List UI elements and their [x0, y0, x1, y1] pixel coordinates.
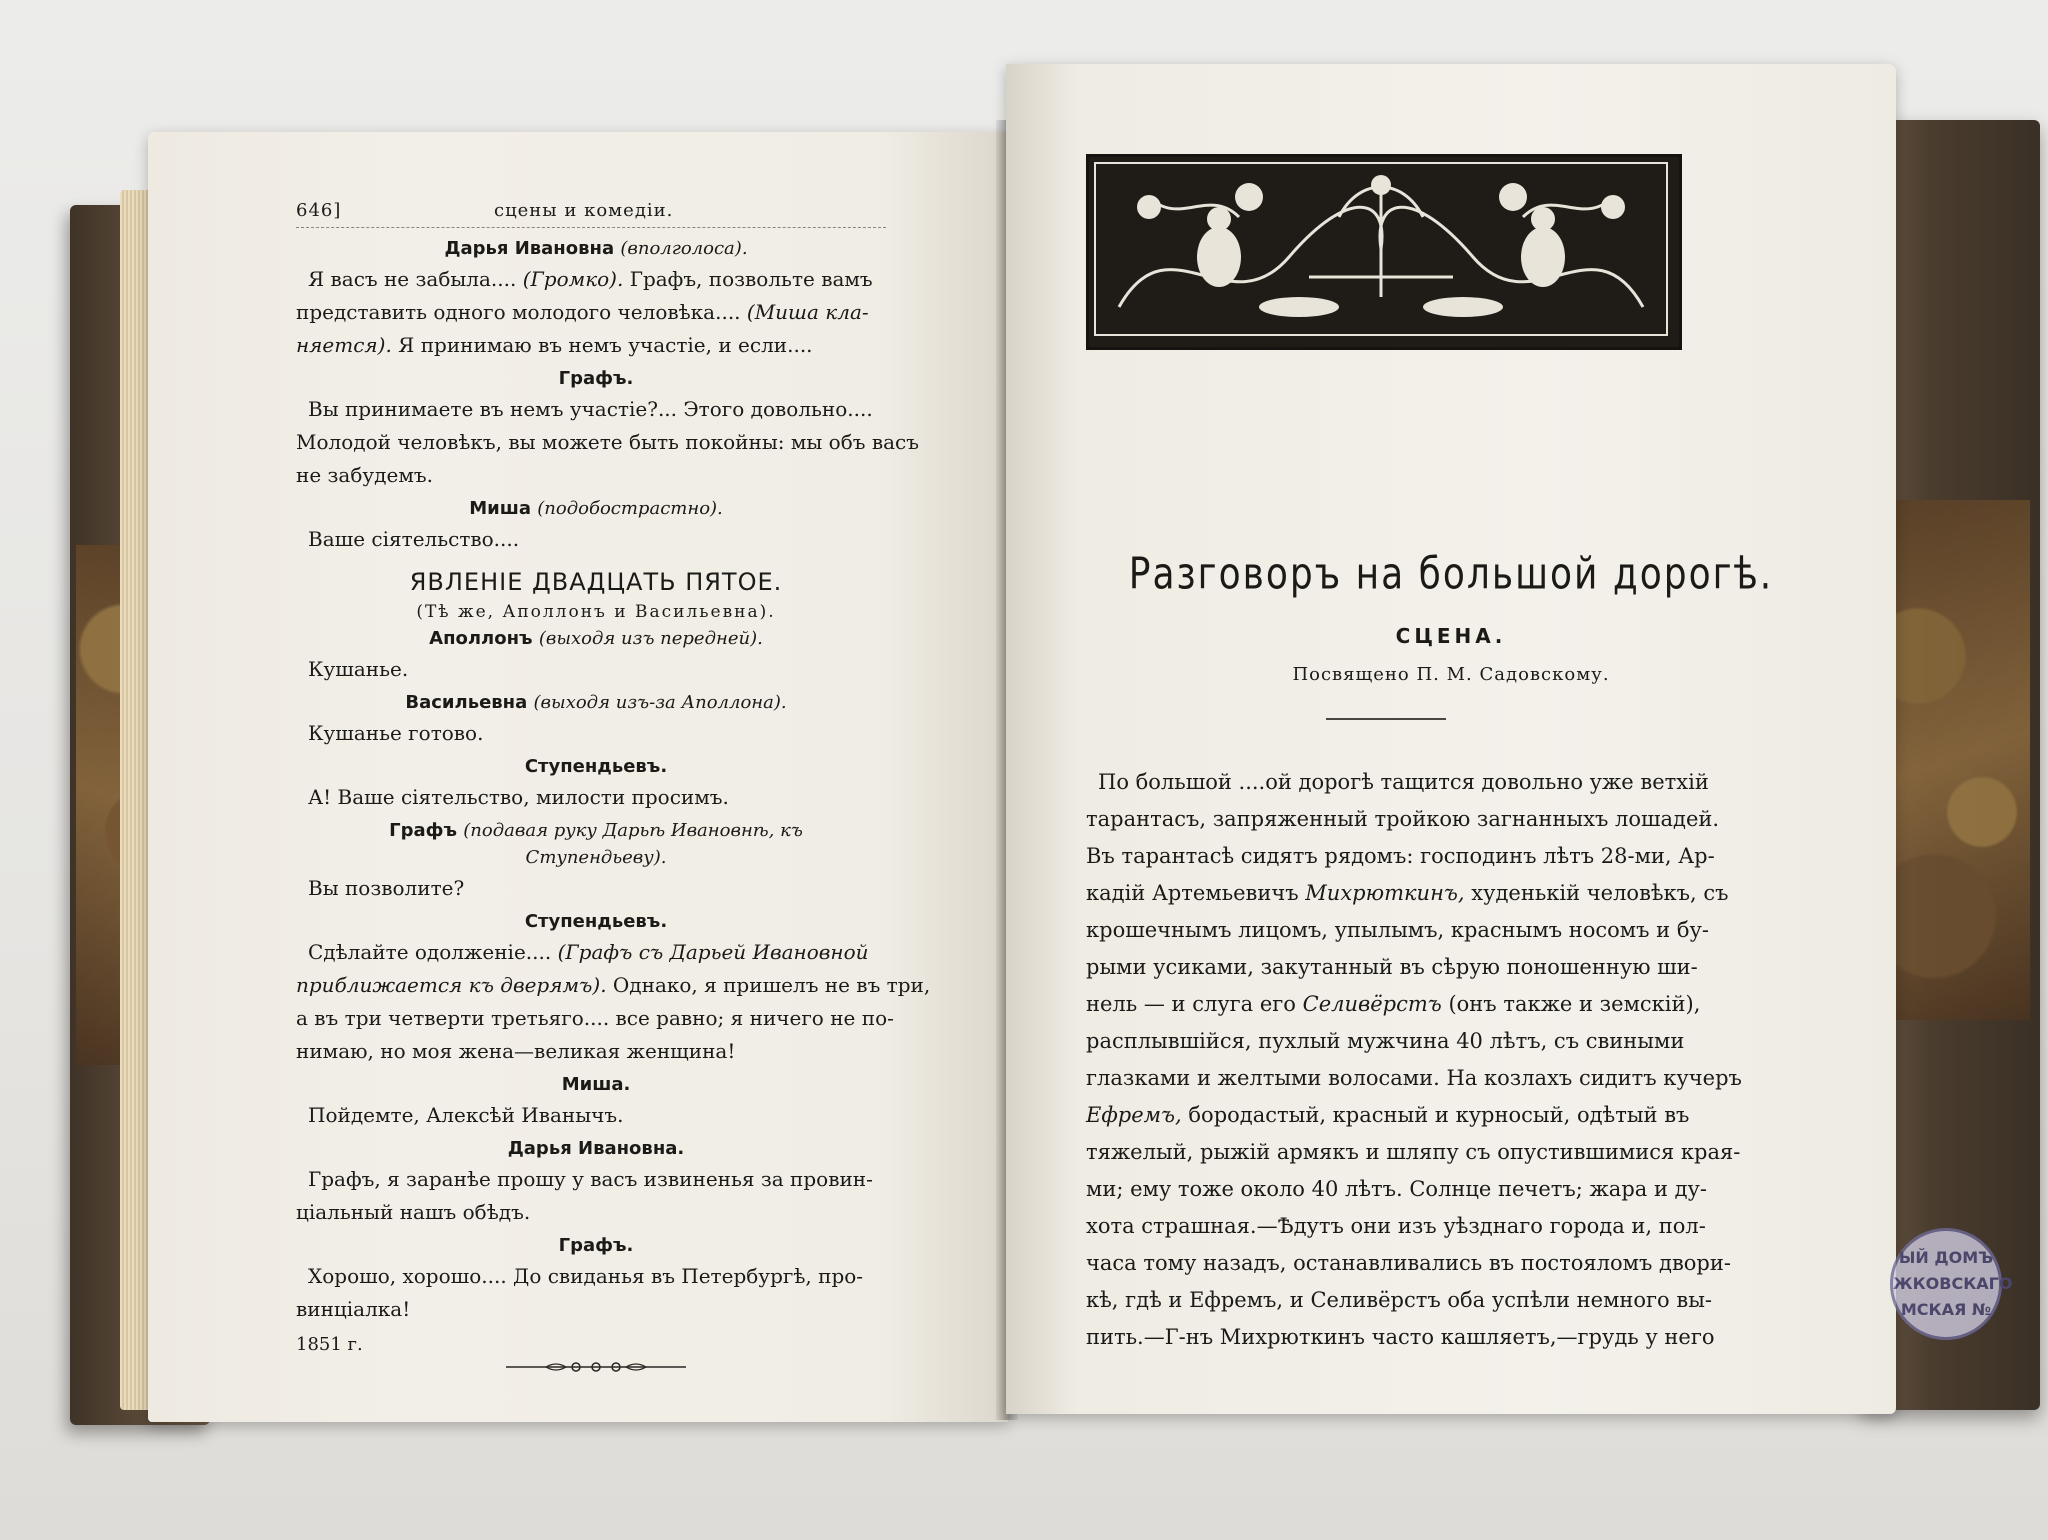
text-line — [296, 1293, 896, 1326]
text-run: Ступендьевъ. — [524, 911, 668, 932]
text-run: Пойдемте, Алексѣй Иванычъ. — [308, 1103, 624, 1127]
text-line — [296, 393, 896, 426]
stage-direction: (Миша кла- — [746, 300, 869, 324]
text-line — [1086, 1208, 1796, 1245]
text-line — [296, 523, 896, 556]
library-stamp — [1890, 1228, 2013, 1340]
text-line — [296, 1260, 896, 1293]
speaker-cue — [296, 368, 896, 389]
text-line — [296, 263, 896, 296]
text-run: Однако, я пришелъ не въ три, — [606, 973, 931, 997]
text-run: худенькій человѣкъ, съ — [1464, 881, 1729, 905]
text-run: бородастый, красный и курносый, одѣтый въ — [1181, 1103, 1690, 1127]
text-line — [296, 1035, 896, 1068]
dedication: Посвящено П. М. Садовскому. — [1292, 664, 1610, 685]
speaker-cue — [296, 498, 896, 519]
right-page — [1006, 64, 1896, 1414]
running-head-title: сцены и комедіи. — [494, 200, 674, 221]
speaker-cue — [296, 1074, 896, 1095]
text-run: Миша — [469, 498, 538, 519]
text-run: глазками и желтыми волосами. На козлахъ сидитъ кучеръ — [1086, 1066, 1742, 1090]
stage-direction: (подобострастно). — [537, 498, 723, 519]
piece-title: Разговоръ на большой дорогѣ. — [1128, 549, 1774, 600]
text-run: Ступендьевъ. — [524, 756, 668, 777]
stage-direction: (Графъ съ Дарьей Ивановной — [557, 940, 869, 964]
text-run: нель — и слуга его — [1086, 992, 1303, 1016]
text-run: Дарья Ивановна. — [507, 1138, 685, 1159]
text-run: ціальный нашъ обѣдъ. — [296, 1200, 531, 1224]
text-run: Вы позволите? — [308, 876, 465, 900]
text-run: расплывшійся, пухлый мужчина 40 лѣтъ, съ свиными — [1086, 1029, 1685, 1053]
text-line — [296, 459, 896, 492]
text-run: По большой ....ой дорогѣ тащится довольно уже ветхій — [1098, 770, 1709, 794]
text-line — [1086, 949, 1796, 986]
speaker-cue — [296, 911, 896, 932]
text-run: кѣ, гдѣ и Ефремъ, и Селивёрстъ оба успѣли немного вы- — [1086, 1288, 1713, 1312]
text-line — [296, 1002, 896, 1035]
speaker-cue — [296, 847, 896, 868]
text-run: Миша. — [561, 1074, 631, 1095]
stage-direction: Ефремъ, — [1086, 1103, 1182, 1127]
cast-list — [296, 602, 896, 622]
speaker-cue — [296, 628, 896, 649]
text-line — [296, 329, 896, 362]
text-line — [296, 781, 896, 814]
page-number: 646] — [296, 200, 342, 221]
text-run: Графъ — [389, 820, 464, 841]
text-line — [296, 717, 896, 750]
ornamental-headpiece — [1086, 154, 1682, 350]
text-line — [296, 1163, 896, 1196]
text-line — [296, 1196, 896, 1229]
text-line — [1086, 838, 1796, 875]
speaker-cue — [296, 238, 896, 259]
text-run: Хорошо, хорошо.... До свиданья въ Петербургѣ, про- — [308, 1264, 864, 1288]
speaker-cue — [296, 692, 896, 713]
text-run: Графъ, я заранѣе прошу у васъ извиненья за провин- — [308, 1167, 873, 1191]
stage-direction: (Громко). — [522, 267, 624, 291]
text-run: Вы принимаете въ немъ участіе?... Этого довольно.... — [308, 397, 873, 421]
flourish-divider-icon — [506, 1359, 686, 1375]
text-line — [1086, 986, 1796, 1023]
text-run: Ваше сіятельство.... — [308, 527, 520, 551]
stage-direction: Селивёрстъ — [1302, 992, 1442, 1016]
running-header — [296, 200, 886, 228]
text-line — [1086, 1060, 1796, 1097]
text-line — [1086, 875, 1796, 912]
text-run: а въ три четверти третьяго.... все равно; я ничего не по- — [296, 1006, 894, 1030]
engraved-cherubs-icon — [1089, 157, 1673, 341]
text-run: крошечнымъ лицомъ, упылымъ, краснымъ носомъ и бу- — [1086, 918, 1709, 942]
end-ornament — [296, 1359, 896, 1380]
text-run: Аполлонъ — [429, 628, 539, 649]
stage-direction: Ступендьеву). — [525, 847, 667, 868]
text-line — [1086, 912, 1796, 949]
stage-direction: (выходя изъ-за Аполлона). — [533, 692, 787, 713]
date-line — [296, 1334, 896, 1355]
stage-direction: Михрюткинъ, — [1305, 881, 1465, 905]
stamp-line: ЖКОВСКАГО — [1893, 1274, 2013, 1293]
stamp-line: ЫЙ ДОМЪ — [1898, 1248, 1994, 1267]
left-page — [148, 132, 1008, 1422]
speaker-cue — [296, 1235, 896, 1256]
opening-paragraph — [1086, 764, 1796, 1356]
text-run: А! Ваше сіятельство, милости просимъ. — [308, 785, 729, 809]
text-line — [1086, 764, 1796, 801]
text-run: Я васъ не забыла.... — [308, 267, 523, 291]
text-run: рыми усиками, закутанный въ сѣрую поношенную ши- — [1086, 955, 1698, 979]
text-run: Кушанье. — [308, 657, 409, 681]
text-run: винціалка! — [296, 1297, 411, 1321]
speaker-cue — [296, 1138, 896, 1159]
scene-heading — [296, 568, 896, 596]
text-run: не забудемъ. — [296, 463, 433, 487]
text-line — [296, 872, 896, 905]
stage-direction: приближается къ дверямъ). — [296, 973, 607, 997]
text-run: тарантасъ, запряженный тройкою загнанныхъ лошадей. — [1086, 807, 1720, 831]
stamp-line: МСКАЯ № — [1900, 1300, 1992, 1319]
text-run: Сдѣлайте одолженіе.... — [308, 940, 558, 964]
text-line — [296, 936, 896, 969]
text-run: ЯВЛЕНІЕ ДВАДЦАТЬ ПЯТОЕ. — [409, 568, 783, 596]
speaker-cue — [296, 756, 896, 777]
text-run: 1851 г. — [296, 1334, 363, 1355]
text-run: (Тѣ же, Аполлонъ и Васильевна). — [416, 602, 776, 622]
text-run: хота страшная.—Ѣдутъ они изъ уѣзднаго города и, пол- — [1086, 1214, 1706, 1238]
text-run: Дарья Ивановна — [444, 238, 621, 259]
text-line — [296, 653, 896, 686]
stage-direction: (выходя изъ передней). — [538, 628, 763, 649]
text-run: нимаю, но моя жена—великая женщина! — [296, 1039, 736, 1063]
text-run: Васильевна — [405, 692, 534, 713]
text-line — [1086, 1134, 1796, 1171]
text-run: Графъ. — [558, 1235, 634, 1256]
text-run: Графъ, позвольте вамъ — [623, 267, 873, 291]
text-line — [1086, 1282, 1796, 1319]
text-run: Я принимаю въ немъ участіе, и если.... — [391, 333, 813, 357]
text-line — [1086, 1171, 1796, 1208]
speaker-cue — [296, 820, 896, 841]
text-run: ми; ему тоже около 40 лѣтъ. Солнце печетъ; жара и ду- — [1086, 1177, 1708, 1201]
text-run: (онъ также и земскій), — [1441, 992, 1701, 1016]
text-run: Кушанье готово. — [308, 721, 484, 745]
piece-subtitle: СЦЕНА. — [1395, 624, 1507, 648]
title-rule — [1326, 718, 1446, 720]
text-run: пить.—Г-нъ Михрюткинъ часто кашляетъ,—грудь у него — [1086, 1325, 1715, 1349]
text-line — [296, 969, 931, 1002]
text-run: Графъ. — [558, 368, 634, 389]
stage-direction: (подавая руку Дарьѣ Ивановнѣ, къ — [463, 820, 803, 841]
text-run: представить одного молодого человѣка.... — [296, 300, 747, 324]
text-run: кадій Артемьевичъ — [1086, 881, 1306, 905]
text-line — [1086, 1319, 1796, 1356]
text-line — [1086, 1245, 1796, 1282]
text-run: Въ тарантасѣ сидятъ рядомъ: господинъ лѣтъ 28-ми, Ар- — [1086, 844, 1715, 868]
text-run: часа тому назадъ, останавливались въ постояломъ двори- — [1086, 1251, 1731, 1275]
text-line — [1086, 1023, 1796, 1060]
text-line — [1086, 1097, 1796, 1134]
text-line — [1086, 801, 1796, 838]
stage-direction: (вполголоса). — [620, 238, 748, 259]
text-run: тяжелый, рыжій армякъ и шляпу съ опустившимися края- — [1086, 1140, 1741, 1164]
play-dialogue — [296, 238, 931, 1355]
text-line — [296, 426, 919, 459]
text-line — [296, 296, 896, 329]
text-line — [296, 1099, 896, 1132]
stage-direction: няется). — [296, 333, 392, 357]
text-run: Молодой человѣкъ, вы можете быть покойны: мы объ васъ — [296, 430, 919, 454]
